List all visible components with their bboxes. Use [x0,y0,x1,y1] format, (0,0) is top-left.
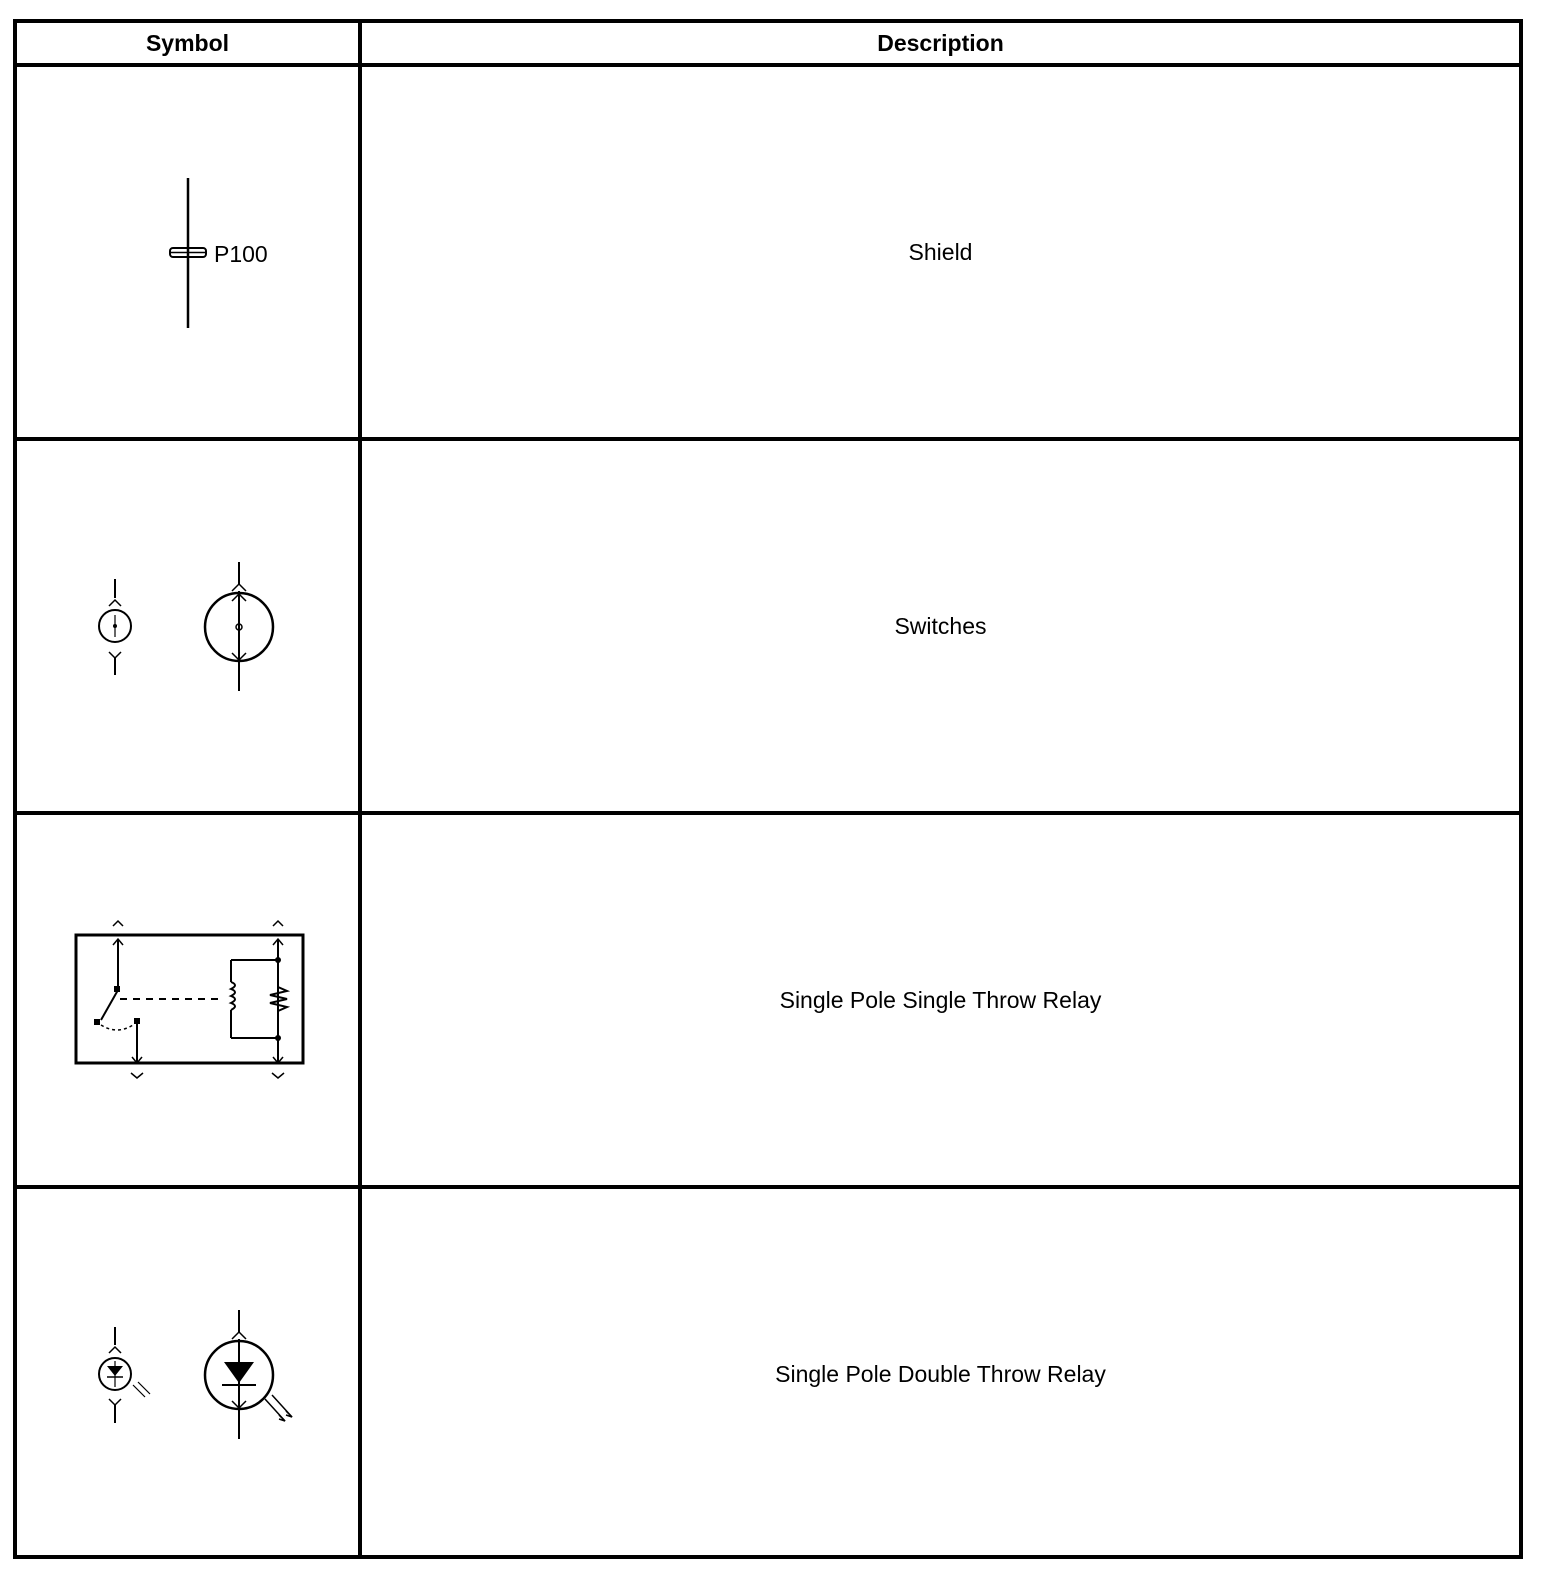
shield-label: P100 [214,241,268,267]
table-row-description: Switches [894,612,987,639]
table-row-symbol-cell [17,1189,358,1559]
symbol-legend-table [13,19,1523,1559]
spdt-relay-symbol-icon [17,1189,358,1559]
shield-symbol-icon [17,67,358,437]
table-row-symbol-cell [17,815,358,1185]
header-description: Description [877,29,1004,56]
switch-symbol-icon [17,441,358,811]
table-row-description: Single Pole Single Throw Relay [779,986,1102,1013]
table-row-symbol-cell [17,67,358,437]
header-symbol: Symbol [145,29,230,56]
spst-relay-symbol-icon [17,815,358,1185]
table-row-description: Single Pole Double Throw Relay [775,1360,1106,1387]
table-row-symbol-cell [17,441,358,811]
table-row-description: Shield [908,238,973,265]
